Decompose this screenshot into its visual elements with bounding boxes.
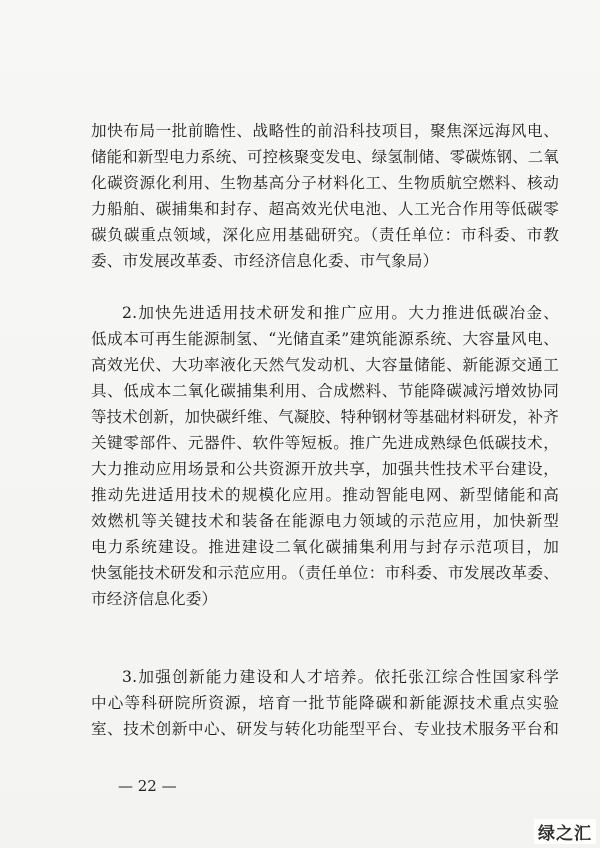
paragraph-line: 碳负碳重点领域，深化应用基础研究。（责任单位：市科委、市教 [91, 226, 559, 244]
paragraph-line: 大力推动应用场景和公共资源开放共享，加强共性技术平台建设， [91, 460, 559, 478]
paragraph-line: 市经济信息化委） [91, 590, 218, 608]
paragraph-line: 储能和新型电力系统、可控核聚变发电、绿氢制储、零碳炼钢、二氧 [91, 148, 559, 166]
paragraph-line: 化碳资源化利用、生物基高分子材料化工、生物质航空燃料、核动 [91, 174, 559, 192]
page-number: — 22 — [118, 777, 177, 795]
paragraph-line: 力船舶、碳捕集和封存、超高效光伏电池、人工光合作用等低碳零 [91, 200, 559, 218]
paragraph-line: 等技术创新，加快碳纤维、气凝胶、特种钢材等基础材料研发，补齐 [91, 408, 559, 426]
paragraph-line: 具、低成本二氧化碳捕集利用、合成燃料、节能降碳减污增效协同 [91, 382, 559, 400]
paragraph-line: 快氢能技术研发和示范应用。（责任单位：市科委、市发展改革委、 [91, 564, 559, 582]
paragraph-line: 3.加强创新能力建设和人才培养。依托张江综合性国家科学 [122, 668, 559, 686]
paragraph-line: 中心等科研院所资源，培育一批节能降碳和新能源技术重点实验 [91, 694, 559, 712]
paragraph-1 [91, 118, 559, 274]
paragraph-line: 室、技术创新中心、研发与转化功能型平台、专业技术服务平台和 [91, 720, 559, 738]
paragraph-line: 关键零部件、元器件、软件等短板。推广先进成熟绿色低碳技术， [91, 434, 559, 452]
paragraph-2 [91, 300, 559, 612]
paragraph-line: 推动先进适用技术的规模化应用。推动智能电网、新型储能和高 [91, 486, 559, 504]
paragraph-line: 低成本可再生能源制氢、“光储直柔”建筑能源系统、大容量风电、 [91, 330, 559, 348]
paragraph-line: 委、市发展改革委、市经济信息化委、市气象局） [91, 252, 439, 270]
paragraph-line: 电力系统建设。推进建设二氧化碳捕集利用与封存示范项目，加 [91, 538, 559, 556]
paragraph-line: 2.加快先进适用技术研发和推广应用。大力推进低碳冶金、 [122, 304, 559, 322]
watermark-logo: 绿之汇 [534, 819, 596, 844]
paragraph-line: 效燃机等关键技术和装备在能源电力领域的示范应用，加快新型 [91, 512, 559, 530]
paragraph-line: 高效光伏、大功率液化天然气发动机、大容量储能、新能源交通工 [91, 356, 559, 374]
paragraph-line: 加快布局一批前瞻性、战略性的前沿科技项目，聚焦深远海风电、 [91, 122, 559, 140]
paragraph-3 [91, 664, 559, 742]
